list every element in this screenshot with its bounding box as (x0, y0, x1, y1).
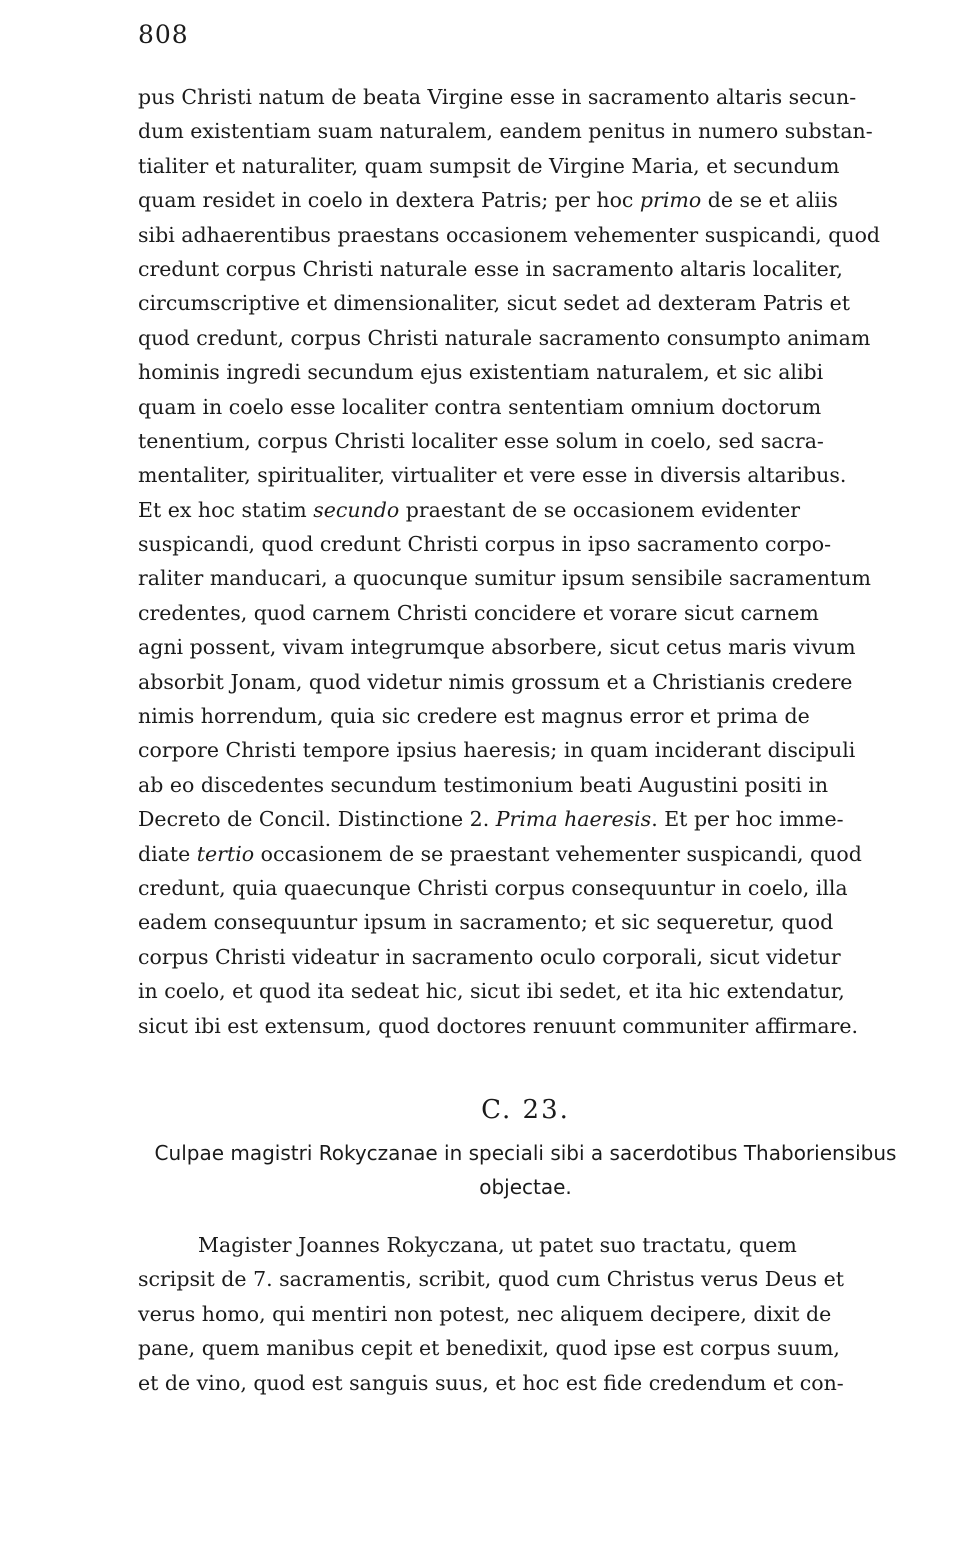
text-line: credunt corpus Christi naturale esse in sacramento altaris localiter, (138, 256, 843, 281)
text-line: circumscriptive et dimensionaliter, sicut sedet ad dexteram Patris et (138, 291, 851, 316)
italic-term: primo (639, 188, 702, 213)
text-line: suspicandi, quod credunt Christi corpus in ipso sacramento corpo- (138, 532, 832, 557)
text-line: dum existentiam suam naturalem, eandem penitus in numero substan- (138, 119, 873, 144)
section-text-block (138, 1228, 913, 1400)
text-line: quam in coelo esse localiter contra sententiam omnium doctorum (138, 394, 822, 419)
text-line: hominis ingredi secundum ejus existentiam naturalem, et sic alibi (138, 360, 824, 385)
italic-term: Prima haeresis (495, 807, 652, 832)
text-line: corpore Christi tempore ipsius haeresis; in quam inciderant discipuli (138, 738, 856, 763)
text-line: ab eo discedentes secundum testimonium beati Augustini positi in (138, 772, 829, 797)
text-line: pus Christi natum de beata Virgine esse in sacramento altaris secun- (138, 85, 857, 109)
text-line: quod credunt, corpus Christi naturale sacramento consumpto animam (138, 325, 871, 350)
text-line: nimis horrendum, quia sic credere est magnus error et prima de (138, 704, 810, 729)
text-line: in coelo, et quod ita sedeat hic, sicut ibi sedet, et ita hic extendatur, (138, 979, 845, 1004)
text-line: pane, quem manibus cepit et benedixit, quod ipse est corpus suum, (138, 1336, 840, 1361)
text-line: eadem consequuntur ipsum in sacramento; et sic sequeretur, quod (138, 910, 834, 935)
main-text-block (138, 80, 913, 1043)
text-line: et de vino, quod est sanguis suus, et hoc est fide credendum et con- (138, 1370, 844, 1395)
italic-term: secundo (313, 497, 400, 522)
text-line: tenentium, corpus Christi localiter esse solum in coelo, sed sacra- (138, 428, 824, 453)
text-line: tialiter et naturaliter, quam sumpsit de Virgine Maria, et secundum (138, 153, 840, 178)
text-line: mentaliter, spiritualiter, virtualiter et vere esse in diversis altaribus. (138, 463, 847, 488)
text-line: quam residet in coelo in dextera Patris; per hoc primo de se et aliis (138, 188, 838, 213)
text-line: credunt, quia quaecunque Christi corpus consequuntur in coelo, illa (138, 875, 848, 900)
section-header (138, 1090, 913, 1204)
text-line: raliter manducari, a quocunque sumitur ipsum sensibile sacramentum (138, 566, 871, 591)
text-line: Decreto de Concil. Distinctione 2. Prima haeresis. Et per hoc imme- (138, 807, 844, 832)
text-line: agni possent, vivam integrumque absorbere, sicut cetus maris vivum (138, 635, 856, 660)
text-line: credentes, quod carnem Christi concidere et vorare sicut carnem (138, 600, 819, 625)
section-subtitle-line: objectae. (479, 1175, 572, 1199)
text-line: corpus Christi videatur in sacramento oculo corporali, sicut videtur (138, 944, 841, 969)
text-line: diate tertio occasionem de se praestant vehementer suspicandi, quod (138, 841, 862, 866)
text-line: sibi adhaerentibus praestans occasionem vehementer suspicandi, quod (138, 222, 881, 247)
text-line: Et ex hoc statim secundo praestant de se occasionem evidenter (138, 497, 801, 522)
text-line: Magister Joannes Rokyczana, ut patet suo tractatu, quem (198, 1233, 797, 1257)
page-number: 808 (138, 20, 189, 49)
section-subtitle-line: Culpae magistri Rokyczanae in speciali sibi a sacerdotibus Thaboriensibus (154, 1141, 897, 1165)
text-line: sicut ibi est extensum, quod doctores renuunt communiter affirmare. (138, 1013, 859, 1038)
italic-term: tertio (196, 841, 255, 866)
text-line: absorbit Jonam, quod videtur nimis grossum et a Christianis credere (138, 669, 853, 694)
section-heading: C. 23. (481, 1095, 570, 1125)
text-line: scripsit de 7. sacramentis, scribit, quod cum Christus verus Deus et (138, 1267, 844, 1292)
text-line: verus homo, qui mentiri non potest, nec aliquem decipere, dixit de (138, 1301, 832, 1326)
